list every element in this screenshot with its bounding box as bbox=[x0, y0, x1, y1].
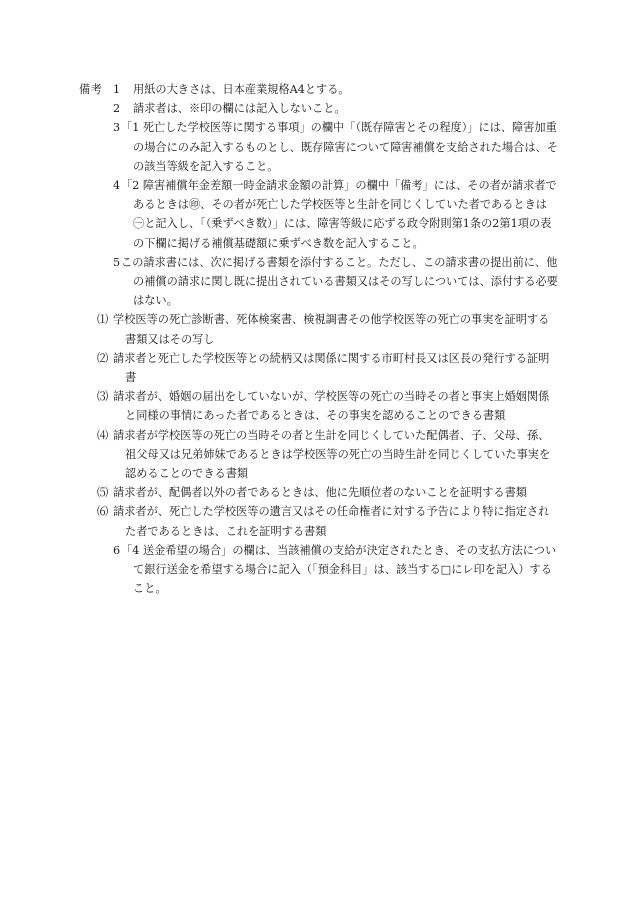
attachment-number: ⑵ bbox=[97, 351, 109, 365]
attachment-item-3 bbox=[93, 387, 558, 425]
attachment-number: ⑸ bbox=[97, 486, 109, 500]
note-number: 3 bbox=[113, 121, 121, 135]
notes-list bbox=[97, 80, 558, 598]
note-number: 4 bbox=[113, 179, 121, 193]
attachment-text: 請求者が、婚姻の届出をしていないが、学校医等の死亡の当時その者と事実上婚姻関係と同様の事情にあった者であるときは、その事実を認めることのできる書類 bbox=[113, 390, 550, 423]
attachment-text: 請求者が、死亡した学校医等の遺言又はその任命権者に対する予告により特に指定された者であるときは、これを証明する書類 bbox=[113, 505, 550, 538]
note-number: 2 bbox=[113, 102, 121, 116]
note-item-5 bbox=[113, 253, 558, 311]
attachment-text: 請求者が、配偶者以外の者であるときは、他に先順位者のないことを証明する書類 bbox=[113, 486, 527, 500]
note-text: 請求者は、※印の欄には記入しないこと。 bbox=[133, 102, 346, 116]
attachment-item-6 bbox=[93, 502, 558, 540]
attachment-list bbox=[93, 310, 558, 540]
note-item-4 bbox=[113, 176, 558, 253]
attachment-text: 請求者と死亡した学校医等との続柄又は関係に関する市町村長又は区長の発行する証明書 bbox=[113, 351, 550, 385]
note-number: 1 bbox=[113, 83, 121, 96]
attachment-text: 請求者が学校医等の死亡の当時その者と生計を同じくしていた配偶者、子、父母、孫、祖父母又は兄弟姉妹であるときは学校医等の死亡の当時生計を同じくしていた事実を認めることのできる書類 bbox=[113, 428, 551, 481]
note-text: 「2 障害補償年金差額一時金請求金額の計算」の欄中「備考」には、その者が請求者であるときは㊞、その者が死亡した学校医等と生計を同じくしていた者であるときは㊀と記入し、「（乗ずべき数）」には、障害等級に応ずる政令附則第1条の2第1項の表の下欄に掲げる補償基礎額に乗ずべき数を記入すること。 bbox=[121, 179, 557, 250]
note-item-2 bbox=[113, 99, 558, 118]
attachment-text: 学校医等の死亡診断書、死体検案書、検視調書その他学校医等の死亡の事実を証明する書類又はその写し bbox=[113, 313, 550, 346]
attachment-number: ⑹ bbox=[97, 505, 109, 519]
attachment-item-4 bbox=[93, 426, 558, 484]
note-item-1 bbox=[113, 80, 558, 99]
note-number: 5 bbox=[113, 255, 121, 269]
notes-heading: 備考 bbox=[79, 83, 103, 96]
attachment-item-2 bbox=[93, 349, 558, 387]
note-text: この請求書には、次に掲げる書類を添付すること。ただし、この請求書の提出前に、他の補償の請求に関し既に提出されている書類又はその写しについては、添付する必要はない。 bbox=[121, 255, 558, 308]
attachment-number: ⑶ bbox=[97, 390, 109, 404]
note-item-3 bbox=[113, 118, 558, 176]
note-number: 6 bbox=[113, 543, 121, 557]
note-text: 「4 送金希望の場合」の欄は、当該補償の支給が決定されたとき、その支払方法について銀行送金を希望する場合に記入（「預金科目」は、該当する□にレ印を記入）すること。 bbox=[121, 543, 557, 596]
note-text: 用紙の大きさは、日本産業規格A4とする。 bbox=[133, 83, 350, 96]
attachment-number: ⑴ bbox=[97, 313, 109, 327]
note-item-6 bbox=[113, 541, 558, 599]
note-text: 「1 死亡した学校医等に関する事項」の欄中「（既存障害とその程度）」には、障害加重の場合にのみ記入するものとし、既存障害について障害補償を支給された場合は、その該当等級を記入すること。 bbox=[121, 121, 558, 173]
attachment-number: ⑷ bbox=[97, 428, 109, 442]
attachment-item-1 bbox=[93, 310, 558, 348]
attachment-item-5 bbox=[93, 483, 558, 502]
